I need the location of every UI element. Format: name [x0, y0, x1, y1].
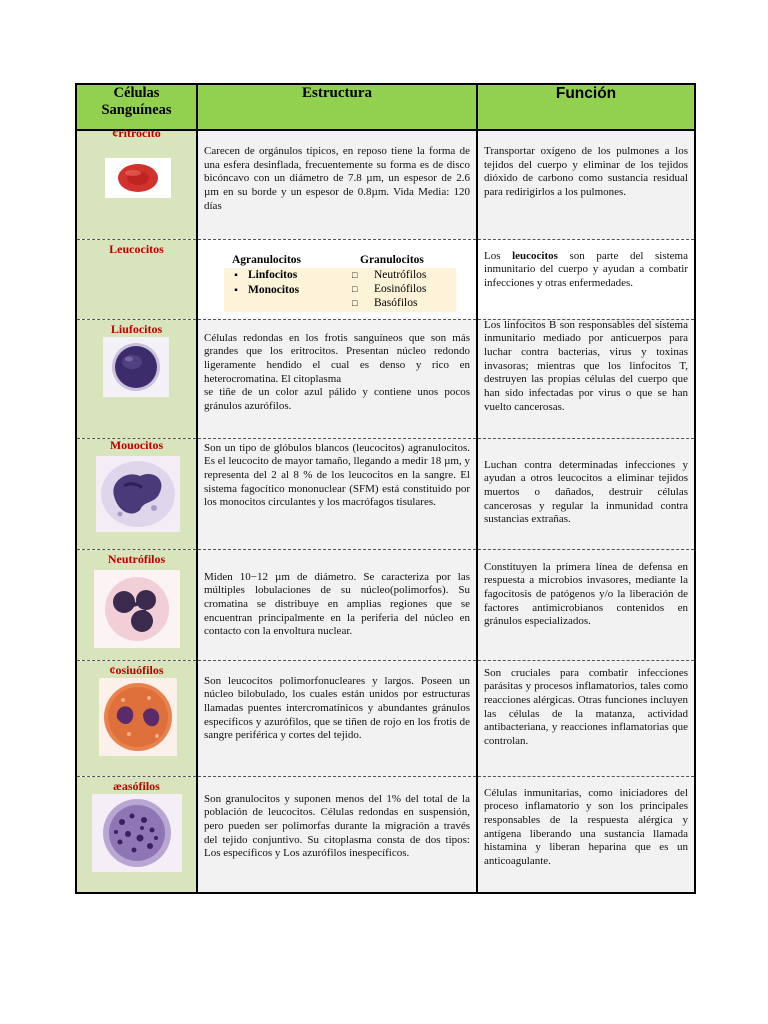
- list-item: ▪ Monocitos: [224, 283, 352, 298]
- cell-function: [477, 776, 695, 893]
- cell-structure: [197, 549, 477, 660]
- header-structure-column: [197, 84, 477, 130]
- cell-structure: [197, 239, 477, 319]
- header-function-label: Función: [555, 85, 617, 102]
- function-text-post: son parte del sistema inmunitario del cuerpo y ayudan a combatir infecciones y otras enfermedades.: [484, 249, 688, 289]
- table-row-lymphocytes: [76, 319, 695, 438]
- leukocyte-classification: [224, 254, 456, 312]
- function-text: Células inmunitarias, como iniciadores del proceso inflamatorio y son los principales responsables de la respuesta alérgica y antígena liberando una sustancia llamada histamina y liberan heparina que es un anticoagulante.: [484, 786, 688, 868]
- structure-text: Carecen de orgánulos típicos, en reposo tiene la forma de una esfera desinflada, frecuentemente su forma es de disco bicóncavo con un diámetro de 7.8 µm, un espesor de 2.6 µm en su borde y un espesor de 0.8µm. Vida Media: 120 días: [204, 145, 470, 212]
- header-cells-line2: Sanguíneas: [101, 102, 172, 118]
- lymphocyte-image: [103, 337, 169, 397]
- cell-name: [76, 776, 197, 893]
- header-cells-line1: Células: [113, 85, 160, 101]
- list-item: □ Eosinófilos: [352, 282, 426, 296]
- table-row-eosinophils: [76, 660, 695, 776]
- cell-name: [76, 319, 197, 438]
- list-item: □ Neutrófilos: [352, 268, 426, 282]
- table-row-leukocytes: [76, 239, 695, 319]
- cell-name: [76, 126, 197, 239]
- granulocytes-list: [352, 268, 426, 310]
- function-text: Son cruciales para combatir infecciones parásitas y procesos inflamatorios, tales como reacciones alérgicas. Otras funciones incluyen las células de la matanza, actividad antibacteriana, y reacciones inflamatorias que controlan.: [484, 666, 688, 748]
- structure-text: [204, 332, 470, 414]
- blood-cells-table: [75, 83, 696, 894]
- structure-text-part1: Células redondas en los frotis sanguíneos que son más grandes que los eritrocitos. Presentan núcleo redondo ligeramente hendido el cual es denso y rico en heterocromatina. El citoplasma: [204, 331, 470, 385]
- agranulocytes-title: Agranulocitos: [232, 253, 301, 266]
- list-item: ▪ Linfocitos: [224, 268, 352, 283]
- header-function-column: [477, 84, 695, 130]
- cell-function: [477, 319, 695, 438]
- cell-function: [477, 130, 695, 239]
- cell-name: [76, 660, 197, 776]
- structure-text: Son un tipo de glóbulos blancos (leucocitos) agranulocitos. Es el leucocito de mayor tamaño, llegando a medir 18 µm, y representa del 2 al 8 % de los leucocitos en la sangre. El sistema fagocítico mononuclear (SFM) está constituido por los monocitos circulantes y los macrófagos tisulares.: [204, 441, 470, 509]
- function-keyword: leucocitos: [512, 249, 558, 262]
- cell-function: [477, 438, 695, 549]
- cell-name-label: Leucocitos: [109, 241, 164, 256]
- header-cells-column: [76, 84, 197, 130]
- cell-structure: [197, 776, 477, 893]
- list-item: □ Basófilos: [352, 296, 426, 310]
- cell-function: [477, 549, 695, 660]
- neutrophil-image: [94, 570, 180, 648]
- structure-text: Son granulocitos y suponen menos del 1% del total de la población de leucocitos. Células redondas en suspensión, pero pueden ser polimorfas durante la migración a través del tejido conjuntivo. Su citoplasma consta de dos tipos: Los específicos y Los azurófilos inespecíficos.: [204, 792, 470, 860]
- cell-name-label: ¢osiuófilos: [109, 662, 164, 677]
- structure-text: Son leucocitos polimorfonucleares y largos. Poseen un núcleo bilobulado, los cuales están unidos por estructuras llamadas puentes intercromatínicos y abundantes gránulos específicos y azurófilos, que se tiñen de rojo en los frotis de sangre periférica y cortes del tejido.: [204, 674, 470, 742]
- table-row-basophils: [76, 776, 695, 893]
- cell-name-label: Neutrófilos: [107, 551, 166, 566]
- erythrocyte-image: [105, 158, 171, 198]
- cell-name-label: Mouocitos: [109, 437, 164, 452]
- structure-text-part2: se tiñe de un color azul pálido y contiene unos pocos gránulos azurófilos.: [204, 386, 470, 413]
- function-text: Constituyen la primera línea de defensa en respuesta a microbios invasores, mediante la fagocitosis de patógenos y/o la liberación de factores antimicrobianos contenidos en gránulos especializados.: [484, 560, 688, 628]
- structure-text: Miden 10−12 µm de diámetro. Se caracteriza por las múltiples lobulaciones de su núcleo(polimorfos). Su cromatina se distribuye en amplias regiones que se encuentran principalmente en la periferia del núcleo en contacto con la envoltura nuclear.: [204, 570, 470, 638]
- cell-structure: [197, 438, 477, 549]
- cell-function: [477, 660, 695, 776]
- cell-structure: [197, 660, 477, 776]
- table-header-row: [76, 84, 695, 130]
- function-text: Transportar oxígeno de los pulmones a los tejidos del cuerpo y eliminar de los tejidos dióxido de carbono como sustancia residual para redirigirlos a los pulmones.: [484, 145, 688, 199]
- cell-name: [76, 438, 197, 549]
- cell-name-label: æasófilos: [113, 778, 160, 793]
- monocyte-image: [96, 456, 180, 532]
- cell-structure: [197, 130, 477, 239]
- table-row-neutrophils: [76, 549, 695, 660]
- function-text: Luchan contra determinadas infecciones y ayudan a otros leucocitos a eliminar tejidos muertos o dañados, destruir células cancerosas y regular la inmunidad contra sustancias extrañas.: [484, 458, 688, 526]
- eosinophil-image: [99, 678, 177, 756]
- granulocytes-title: Granulocitos: [360, 253, 424, 266]
- cell-name-label: ¢ritrocito: [112, 126, 161, 140]
- table-row-erythrocyte: [76, 130, 695, 239]
- cell-name-label: Liufocitos: [110, 321, 163, 336]
- cell-name: [76, 549, 197, 660]
- cell-name: [76, 239, 197, 319]
- function-text-pre: Los: [484, 249, 513, 262]
- header-structure-label: Estructura: [302, 85, 372, 101]
- agranulocytes-list: [224, 268, 352, 310]
- cell-structure: [197, 319, 477, 438]
- function-text: Los linfocitos B son responsables del sistema inmunitario mediado por anticuerpos para luchar contra bacterias, virus y toxinas invasoras; mientras que los linfocitos T, destruyen las propias células del cuerpo que han sido infectadas por virus o que se han vuelto cancerosas.: [484, 318, 688, 413]
- function-text: [484, 250, 688, 291]
- cell-function: [477, 239, 695, 319]
- table-row-monocytes: [76, 438, 695, 549]
- basophil-image: [92, 794, 182, 872]
